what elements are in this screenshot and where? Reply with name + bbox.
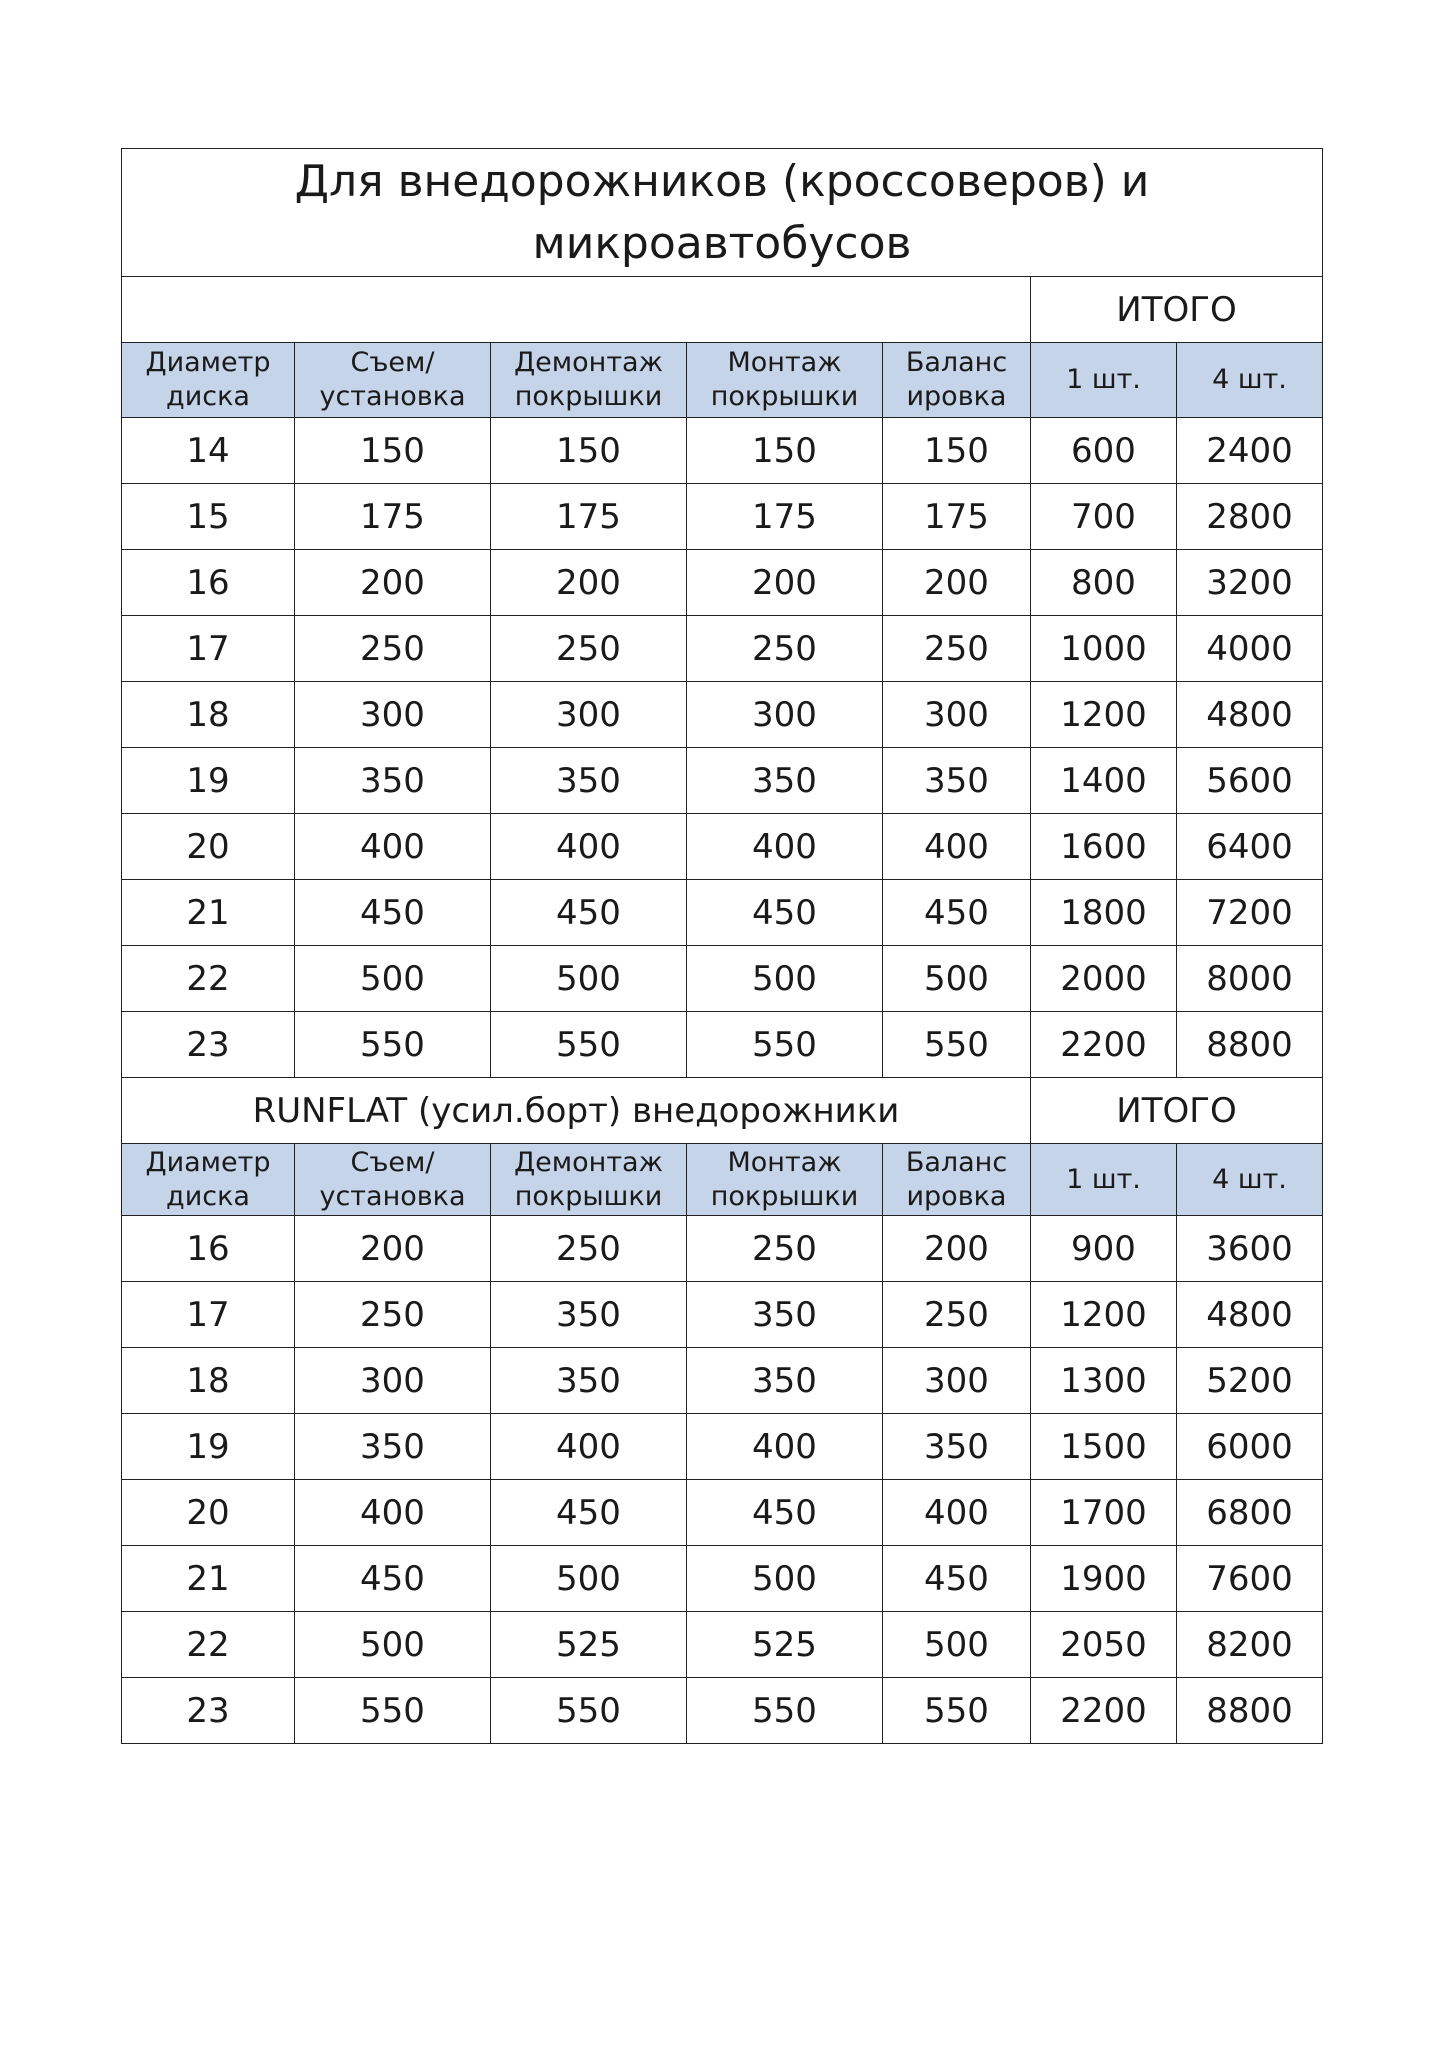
table-cell: 550 — [883, 1012, 1031, 1078]
table-cell: 450 — [295, 1546, 491, 1612]
table-cell: 550 — [491, 1678, 687, 1744]
table-cell: 16 — [122, 550, 295, 616]
table-cell: 350 — [687, 748, 883, 814]
table-cell: 350 — [491, 748, 687, 814]
table-cell: 550 — [883, 1678, 1031, 1744]
table-cell: 500 — [687, 946, 883, 1012]
table-cell: 21 — [122, 1546, 295, 1612]
table-cell: 250 — [295, 616, 491, 682]
table-cell: 150 — [491, 418, 687, 484]
table-cell: 400 — [491, 1414, 687, 1480]
table-cell: 450 — [883, 1546, 1031, 1612]
table-cell: 250 — [491, 1216, 687, 1282]
table-cell: 5600 — [1177, 748, 1323, 814]
table-cell: 8800 — [1177, 1012, 1323, 1078]
table-cell: 200 — [883, 1216, 1031, 1282]
table-cell: 1500 — [1031, 1414, 1177, 1480]
table-cell: 4800 — [1177, 1282, 1323, 1348]
table-cell: 3600 — [1177, 1216, 1323, 1282]
header-qty-4: 4 шт. — [1177, 343, 1323, 418]
table-cell: 22 — [122, 1612, 295, 1678]
header-qty-1: 1 шт. — [1031, 343, 1177, 418]
table-row — [122, 1012, 1323, 1078]
table-cell: 1000 — [1031, 616, 1177, 682]
table-cell: 900 — [1031, 1216, 1177, 1282]
table-cell: 6400 — [1177, 814, 1323, 880]
table-cell: 550 — [295, 1678, 491, 1744]
table-cell: 450 — [491, 1480, 687, 1546]
header-diameter: Диаметр диска — [122, 343, 295, 418]
header-balancing: Баланс ировка — [883, 1144, 1031, 1216]
table-cell: 15 — [122, 484, 295, 550]
table-cell: 8200 — [1177, 1612, 1323, 1678]
table-cell: 600 — [1031, 418, 1177, 484]
total-label: ИТОГО — [1031, 277, 1323, 343]
header-removal-install: Съем/ установка — [295, 1144, 491, 1216]
table-cell: 350 — [883, 748, 1031, 814]
table-cell: 23 — [122, 1678, 295, 1744]
table-cell: 450 — [883, 880, 1031, 946]
table-cell: 20 — [122, 814, 295, 880]
table-cell: 400 — [687, 1414, 883, 1480]
table-cell: 1400 — [1031, 748, 1177, 814]
table-cell: 700 — [1031, 484, 1177, 550]
header-qty-1: 1 шт. — [1031, 1144, 1177, 1216]
table-cell: 525 — [491, 1612, 687, 1678]
table-cell: 200 — [295, 1216, 491, 1282]
table-cell: 800 — [1031, 550, 1177, 616]
table-cell: 400 — [883, 814, 1031, 880]
table-row — [122, 1480, 1323, 1546]
header-removal-install: Съем/ установка — [295, 343, 491, 418]
table-row — [122, 682, 1323, 748]
table-cell: 400 — [883, 1480, 1031, 1546]
table-cell: 2400 — [1177, 418, 1323, 484]
header-tire-dismount: Демонтаж покрышки — [491, 1144, 687, 1216]
table-cell: 250 — [883, 616, 1031, 682]
table-cell: 6800 — [1177, 1480, 1323, 1546]
total-band-row — [122, 277, 1323, 343]
table-cell: 300 — [883, 1348, 1031, 1414]
table-cell: 20 — [122, 1480, 295, 1546]
table-cell: 300 — [295, 1348, 491, 1414]
header-tire-mount: Монтаж покрышки — [687, 1144, 883, 1216]
table-cell: 300 — [687, 682, 883, 748]
table-cell: 8000 — [1177, 946, 1323, 1012]
header-row — [122, 343, 1323, 418]
table-cell: 19 — [122, 1414, 295, 1480]
table-cell: 2200 — [1031, 1012, 1177, 1078]
table-cell: 1200 — [1031, 1282, 1177, 1348]
table-row — [122, 814, 1323, 880]
table-cell: 5200 — [1177, 1348, 1323, 1414]
table-cell: 1700 — [1031, 1480, 1177, 1546]
table-row — [122, 1546, 1323, 1612]
table-cell: 450 — [491, 880, 687, 946]
header-tire-mount: Монтаж покрышки — [687, 343, 883, 418]
header-row — [122, 1144, 1323, 1216]
table-cell: 500 — [491, 946, 687, 1012]
table-cell: 4000 — [1177, 616, 1323, 682]
table-row — [122, 880, 1323, 946]
table-cell: 150 — [295, 418, 491, 484]
table-cell: 500 — [687, 1546, 883, 1612]
table-cell: 23 — [122, 1012, 295, 1078]
table-cell: 19 — [122, 748, 295, 814]
header-diameter: Диаметр диска — [122, 1144, 295, 1216]
table-cell: 22 — [122, 946, 295, 1012]
table-cell: 175 — [687, 484, 883, 550]
table-cell: 450 — [687, 1480, 883, 1546]
table-row — [122, 550, 1323, 616]
header-balancing: Баланс ировка — [883, 343, 1031, 418]
table-row — [122, 1414, 1323, 1480]
table-cell: 7200 — [1177, 880, 1323, 946]
table-cell: 250 — [883, 1282, 1031, 1348]
table-cell: 150 — [687, 418, 883, 484]
table-cell: 550 — [295, 1012, 491, 1078]
title-row — [122, 149, 1323, 277]
table-cell: 200 — [491, 550, 687, 616]
table-cell: 350 — [295, 1414, 491, 1480]
table-row — [122, 616, 1323, 682]
table-cell: 1200 — [1031, 682, 1177, 748]
table-cell: 18 — [122, 1348, 295, 1414]
table-cell: 500 — [295, 1612, 491, 1678]
table-cell: 525 — [687, 1612, 883, 1678]
table-cell: 400 — [295, 814, 491, 880]
table-cell: 175 — [491, 484, 687, 550]
table-cell: 7600 — [1177, 1546, 1323, 1612]
table-cell: 1800 — [1031, 880, 1177, 946]
table-cell: 1600 — [1031, 814, 1177, 880]
empty-band-cell — [122, 277, 1031, 343]
table-cell: 2000 — [1031, 946, 1177, 1012]
price-table — [121, 148, 1323, 1744]
table-row — [122, 1282, 1323, 1348]
table-row — [122, 1216, 1323, 1282]
table-row — [122, 484, 1323, 550]
table-cell: 400 — [687, 814, 883, 880]
table-cell: 3200 — [1177, 550, 1323, 616]
table-cell: 450 — [295, 880, 491, 946]
table-cell: 250 — [295, 1282, 491, 1348]
total-label: ИТОГО — [1031, 1078, 1323, 1144]
table-cell: 21 — [122, 880, 295, 946]
table-cell: 450 — [687, 880, 883, 946]
table-row — [122, 946, 1323, 1012]
table-cell: 500 — [491, 1546, 687, 1612]
table-cell: 17 — [122, 1282, 295, 1348]
page-title: Для внедорожников (кроссоверов) и микроавтобусов — [122, 149, 1323, 277]
table-row — [122, 1348, 1323, 1414]
table-cell: 250 — [687, 1216, 883, 1282]
table-cell: 4800 — [1177, 682, 1323, 748]
table-cell: 2050 — [1031, 1612, 1177, 1678]
table-row — [122, 1612, 1323, 1678]
header-tire-dismount: Демонтаж покрышки — [491, 343, 687, 418]
table-cell: 300 — [491, 682, 687, 748]
table-cell: 17 — [122, 616, 295, 682]
table-cell: 500 — [295, 946, 491, 1012]
table-cell: 300 — [295, 682, 491, 748]
table-cell: 14 — [122, 418, 295, 484]
table-cell: 18 — [122, 682, 295, 748]
table-cell: 175 — [295, 484, 491, 550]
table-cell: 2200 — [1031, 1678, 1177, 1744]
table-cell: 175 — [883, 484, 1031, 550]
table-cell: 350 — [491, 1348, 687, 1414]
table-cell: 400 — [491, 814, 687, 880]
table-cell: 200 — [295, 550, 491, 616]
table-cell: 350 — [687, 1348, 883, 1414]
table-cell: 400 — [295, 1480, 491, 1546]
table-cell: 350 — [295, 748, 491, 814]
table-cell: 350 — [687, 1282, 883, 1348]
table-cell: 1300 — [1031, 1348, 1177, 1414]
table-row — [122, 1678, 1323, 1744]
header-qty-4: 4 шт. — [1177, 1144, 1323, 1216]
table-row — [122, 748, 1323, 814]
table-cell: 2800 — [1177, 484, 1323, 550]
table-cell: 550 — [491, 1012, 687, 1078]
table-cell: 550 — [687, 1012, 883, 1078]
section-title: RUNFLAT (усил.борт) внедорожники — [122, 1078, 1031, 1144]
table-cell: 8800 — [1177, 1678, 1323, 1744]
table-cell: 250 — [491, 616, 687, 682]
table-cell: 200 — [687, 550, 883, 616]
table-cell: 1900 — [1031, 1546, 1177, 1612]
table-cell: 300 — [883, 682, 1031, 748]
table-cell: 250 — [687, 616, 883, 682]
table-cell: 500 — [883, 946, 1031, 1012]
table-cell: 150 — [883, 418, 1031, 484]
table-cell: 350 — [883, 1414, 1031, 1480]
runflat-band-row — [122, 1078, 1323, 1144]
table-cell: 550 — [687, 1678, 883, 1744]
table-cell: 500 — [883, 1612, 1031, 1678]
table-row — [122, 418, 1323, 484]
table-cell: 350 — [491, 1282, 687, 1348]
table-cell: 6000 — [1177, 1414, 1323, 1480]
table-cell: 200 — [883, 550, 1031, 616]
table-cell: 16 — [122, 1216, 295, 1282]
